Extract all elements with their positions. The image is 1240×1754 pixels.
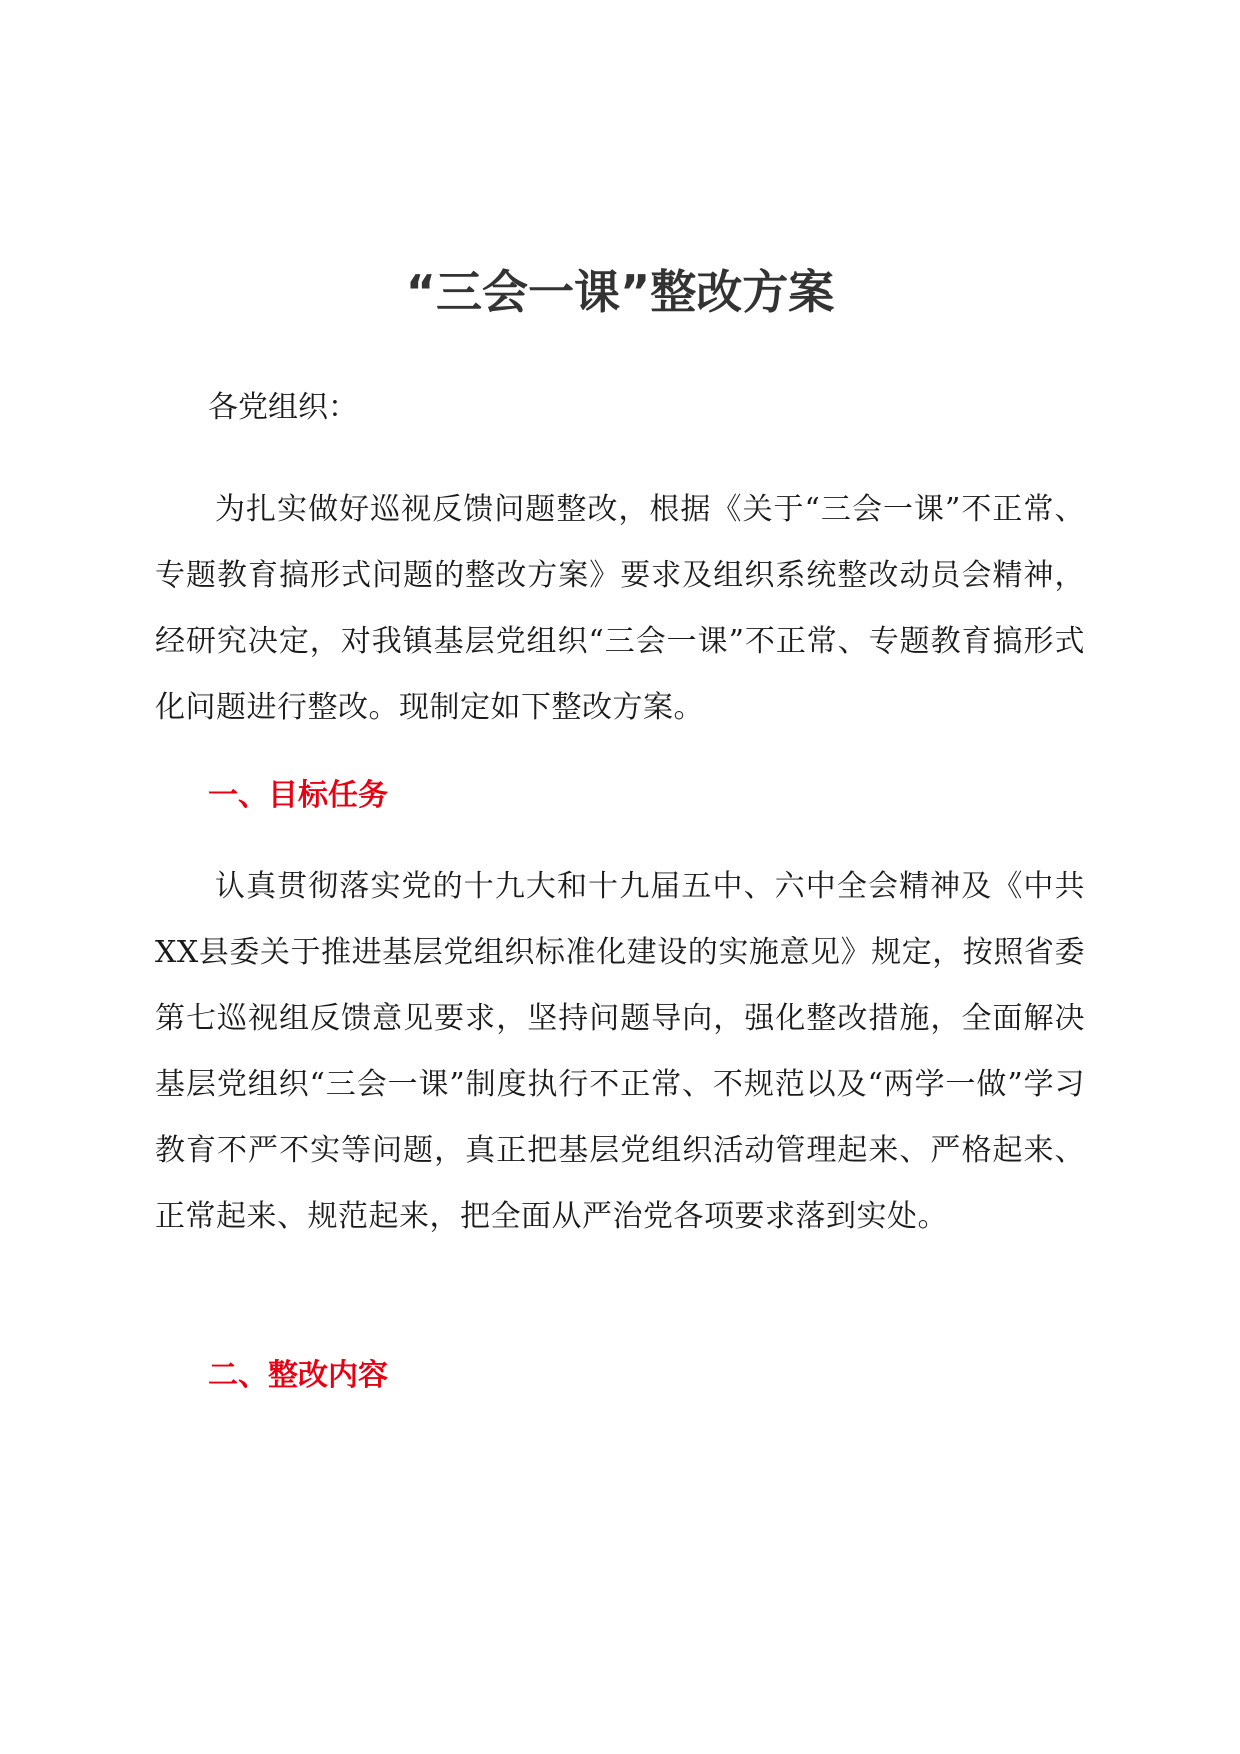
- goals-paragraph: 认真贯彻落实党的十九大和十九届五中、六中全会精神及《中共XX县委关于推进基层党组织标准化建设的实施意见》规定，按照省委第七巡视组反馈意见要求，坚持问题导向，强化整改措施，全面解决基层党组织“三会一课”制度执行不正常、不规范以及“两学一做”学习教育不严不实等问题，真正把基层党组织活动管理起来、严格起来、正常起来、规范起来，把全面从严治党各项要求落到实处。: [155, 869, 1085, 1234]
- section-heading-content: 二、整改内容: [208, 1358, 388, 1393]
- section-heading-goals: 一、目标任务: [208, 778, 388, 813]
- page-title: “三会一课”整改方案: [405, 265, 835, 319]
- salutation: 各党组织：: [208, 390, 358, 425]
- intro-paragraph: 为扎实做好巡视反馈问题整改，根据《关于“三会一课”不正常、专题教育搞形式问题的整改方案》要求及组织系统整改动员会精神，经研究决定，对我镇基层党组织“三会一课”不正常、专题教育搞形式化问题进行整改。现制定如下整改方案。: [155, 492, 1085, 725]
